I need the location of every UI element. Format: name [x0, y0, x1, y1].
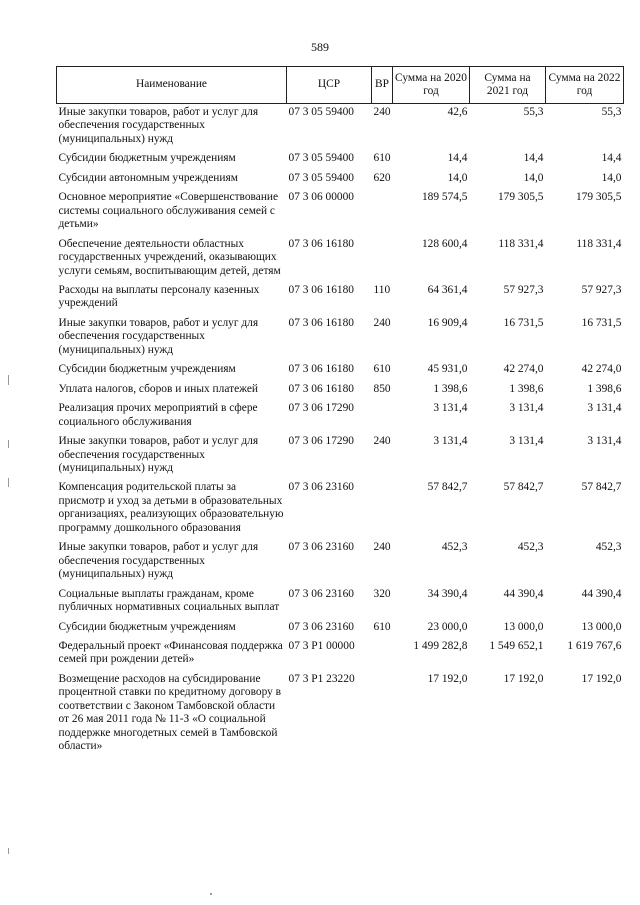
cell-vr: 610	[373, 620, 391, 633]
scan-speck	[8, 375, 9, 385]
cell-sum-2020: 42,6	[447, 106, 468, 118]
cell-csr: 07 3 06 00000	[288, 191, 354, 204]
cell-sum-2022: 179 305,5	[575, 191, 622, 204]
cell-name: Иные закупки товаров, работ и услуг для обеспечения государственных (муниципальных) нужд	[58, 106, 259, 145]
cell-sum-2021: 44 390,4	[503, 587, 544, 600]
table-body	[57, 104, 624, 758]
cell-csr: 07 3 06 16180	[288, 382, 354, 395]
table-row	[57, 479, 624, 539]
cell-sum-2021: 14,4	[523, 152, 544, 165]
cell-sum-2022: 57 927,3	[581, 283, 622, 296]
cell-vr: 620	[373, 171, 391, 184]
cell-sum-2020: 452,3	[441, 541, 468, 554]
cell-sum-2022: 14,4	[601, 152, 622, 165]
table-row	[57, 433, 624, 479]
cell-sum-2021: 16 731,5	[503, 316, 544, 329]
cell-vr	[372, 400, 393, 433]
cell-vr	[372, 189, 393, 235]
cell-name: Возмещение расходов на субсидирование процентной ставки по кредитному договору в соответствии с Законом Тамбовской области от 26 мая 2011 года № 11-З «О социальной поддержке многодетных семей в Тамбовской области»	[58, 672, 282, 753]
table-header-row	[57, 67, 624, 104]
cell-vr: 110	[373, 283, 391, 296]
cell-sum-2022: 17 192,0	[581, 672, 622, 685]
cell-sum-2022: 13 000,0	[581, 620, 622, 633]
cell-sum-2021: 55,3	[523, 106, 544, 118]
cell-vr: 240	[373, 316, 391, 329]
cell-sum-2020: 16 909,4	[427, 316, 468, 329]
table-row	[57, 189, 624, 235]
cell-sum-2021: 57 842,7	[503, 481, 544, 494]
cell-vr: 320	[373, 587, 391, 600]
cell-name: Субсидии бюджетным учреждениям	[58, 620, 236, 633]
cell-csr: 07 3 06 16180	[288, 363, 354, 376]
cell-name: Иные закупки товаров, работ и услуг для обеспечения государственных (муниципальных) нужд	[58, 316, 259, 356]
cell-csr: 07 3 06 16180	[288, 237, 354, 250]
cell-vr: 610	[373, 363, 391, 376]
cell-csr: 07 3 06 23160	[288, 481, 354, 494]
cell-sum-2022: 16 731,5	[581, 316, 622, 329]
header-sum-2020: Сумма на 2020 год	[393, 67, 470, 104]
cell-vr	[372, 638, 393, 671]
cell-sum-2020: 57 842,7	[427, 481, 468, 494]
cell-sum-2022: 42 274,0	[581, 363, 622, 376]
cell-name: Уплата налогов, сборов и иных платежей	[58, 382, 258, 395]
header-name: Наименование	[57, 67, 287, 104]
cell-csr: 07 3 06 23160	[288, 541, 354, 554]
table-row	[57, 361, 624, 380]
cell-sum-2020: 14,4	[447, 152, 468, 165]
cell-csr: 07 3 06 16180	[288, 316, 354, 329]
scan-speck	[210, 893, 212, 895]
cell-csr: 07 3 06 17290	[288, 435, 354, 448]
cell-sum-2022: 55,3	[601, 106, 622, 118]
cell-sum-2021: 1 398,6	[509, 382, 544, 395]
scan-speck	[8, 440, 9, 448]
cell-sum-2022: 57 842,7	[581, 481, 622, 494]
cell-sum-2022: 118 331,4	[576, 237, 622, 250]
cell-name: Субсидии бюджетным учреждениям	[58, 363, 236, 376]
cell-name: Обеспечение деятельности областных государственных учреждений, оказывающих услуги семьям, воспитывающим детей, детям	[58, 237, 281, 277]
cell-csr: 07 3 P1 00000	[288, 639, 355, 652]
header-sum-2021: Сумма на 2021 год	[470, 67, 546, 104]
cell-sum-2021: 1 549 652,1	[489, 639, 544, 652]
cell-sum-2022: 1 398,6	[587, 382, 622, 395]
table-row	[57, 315, 624, 361]
cell-csr: 07 3 05 59400	[288, 106, 354, 118]
table-row	[57, 282, 624, 315]
cell-sum-2021: 452,3	[517, 541, 544, 554]
cell-name: Иные закупки товаров, работ и услуг для обеспечения государственных (муниципальных) нужд	[58, 541, 259, 581]
table-row	[57, 638, 624, 671]
cell-sum-2021: 42 274,0	[503, 363, 544, 376]
cell-sum-2020: 17 192,0	[427, 672, 468, 685]
cell-sum-2020: 14,0	[447, 171, 468, 184]
cell-name: Социальные выплаты гражданам, кроме публичных нормативных социальных выплат	[58, 587, 280, 614]
cell-sum-2020: 3 131,4	[433, 435, 468, 448]
cell-sum-2020: 1 398,6	[433, 382, 468, 395]
table-row	[57, 400, 624, 433]
cell-name: Субсидии бюджетным учреждениям	[58, 152, 236, 165]
header-vr: ВР	[372, 67, 393, 104]
cell-sum-2022: 3 131,4	[587, 402, 622, 415]
cell-vr: 240	[373, 106, 391, 118]
cell-vr: 850	[373, 382, 391, 395]
cell-sum-2020: 23 000,0	[427, 620, 468, 633]
table-row	[57, 671, 624, 758]
budget-table	[56, 66, 624, 758]
cell-sum-2021: 3 131,4	[509, 402, 544, 415]
cell-sum-2022: 44 390,4	[581, 587, 622, 600]
cell-vr	[372, 479, 393, 539]
table-row	[57, 381, 624, 400]
cell-sum-2022: 452,3	[595, 541, 622, 554]
cell-vr	[372, 236, 393, 282]
cell-vr: 240	[373, 541, 391, 554]
cell-sum-2021: 13 000,0	[503, 620, 544, 633]
cell-csr: 07 3 06 16180	[288, 283, 354, 296]
header-sum-2022: Сумма на 2022 год	[546, 67, 624, 104]
cell-sum-2020: 64 361,4	[427, 283, 468, 296]
table-row	[57, 236, 624, 282]
cell-sum-2021: 179 305,5	[497, 191, 544, 204]
cell-csr: 07 3 06 17290	[288, 402, 354, 415]
cell-csr: 07 3 05 59400	[288, 171, 354, 184]
cell-sum-2022: 3 131,4	[587, 435, 622, 448]
cell-name: Компенсация родительской платы за присмотр и уход за детьми в образовательных организациях, реализующих образовательную программу дошкольного образования	[58, 481, 284, 534]
cell-sum-2020: 128 600,4	[421, 237, 468, 250]
cell-sum-2020: 189 574,5	[421, 191, 468, 204]
cell-name: Субсидии автономным учреждениям	[58, 171, 238, 184]
cell-sum-2022: 1 619 767,6	[567, 639, 622, 652]
cell-sum-2020: 34 390,4	[427, 587, 468, 600]
cell-name: Расходы на выплаты персоналу казенных учреждений	[58, 283, 260, 310]
header-csr: ЦСР	[287, 67, 372, 104]
cell-sum-2021: 14,0	[523, 171, 544, 184]
table-row	[57, 150, 624, 169]
cell-sum-2020: 45 931,0	[427, 363, 468, 376]
table-row	[57, 170, 624, 189]
cell-csr: 07 3 P1 23220	[288, 672, 355, 685]
scan-speck	[8, 478, 9, 487]
cell-sum-2021: 17 192,0	[503, 672, 544, 685]
cell-csr: 07 3 06 23160	[288, 587, 354, 600]
cell-sum-2020: 3 131,4	[433, 402, 468, 415]
cell-sum-2021: 3 131,4	[509, 435, 544, 448]
cell-csr: 07 3 06 23160	[288, 620, 354, 633]
page-number: 589	[311, 40, 329, 54]
cell-vr: 610	[373, 152, 391, 165]
cell-sum-2022: 14,0	[601, 171, 622, 184]
table-row	[57, 619, 624, 638]
table-row	[57, 104, 624, 151]
cell-sum-2021: 57 927,3	[503, 283, 544, 296]
table-row	[57, 586, 624, 619]
cell-sum-2021: 118 331,4	[498, 237, 544, 250]
cell-name: Федеральный проект «Финансовая поддержка семей при рождении детей»	[58, 639, 283, 666]
cell-vr	[372, 671, 393, 758]
cell-name: Иные закупки товаров, работ и услуг для обеспечения государственных (муниципальных) нужд	[58, 435, 259, 474]
cell-name: Реализация прочих мероприятий в сфере социального обслуживания	[58, 402, 258, 428]
cell-name: Основное мероприятие «Совершенствование системы социального обслуживания семей с детьми»	[58, 191, 279, 231]
scan-speck	[8, 848, 9, 854]
cell-sum-2020: 1 499 282,8	[413, 639, 468, 652]
cell-csr: 07 3 05 59400	[288, 152, 354, 165]
cell-vr: 240	[373, 435, 391, 448]
table-row	[57, 539, 624, 585]
